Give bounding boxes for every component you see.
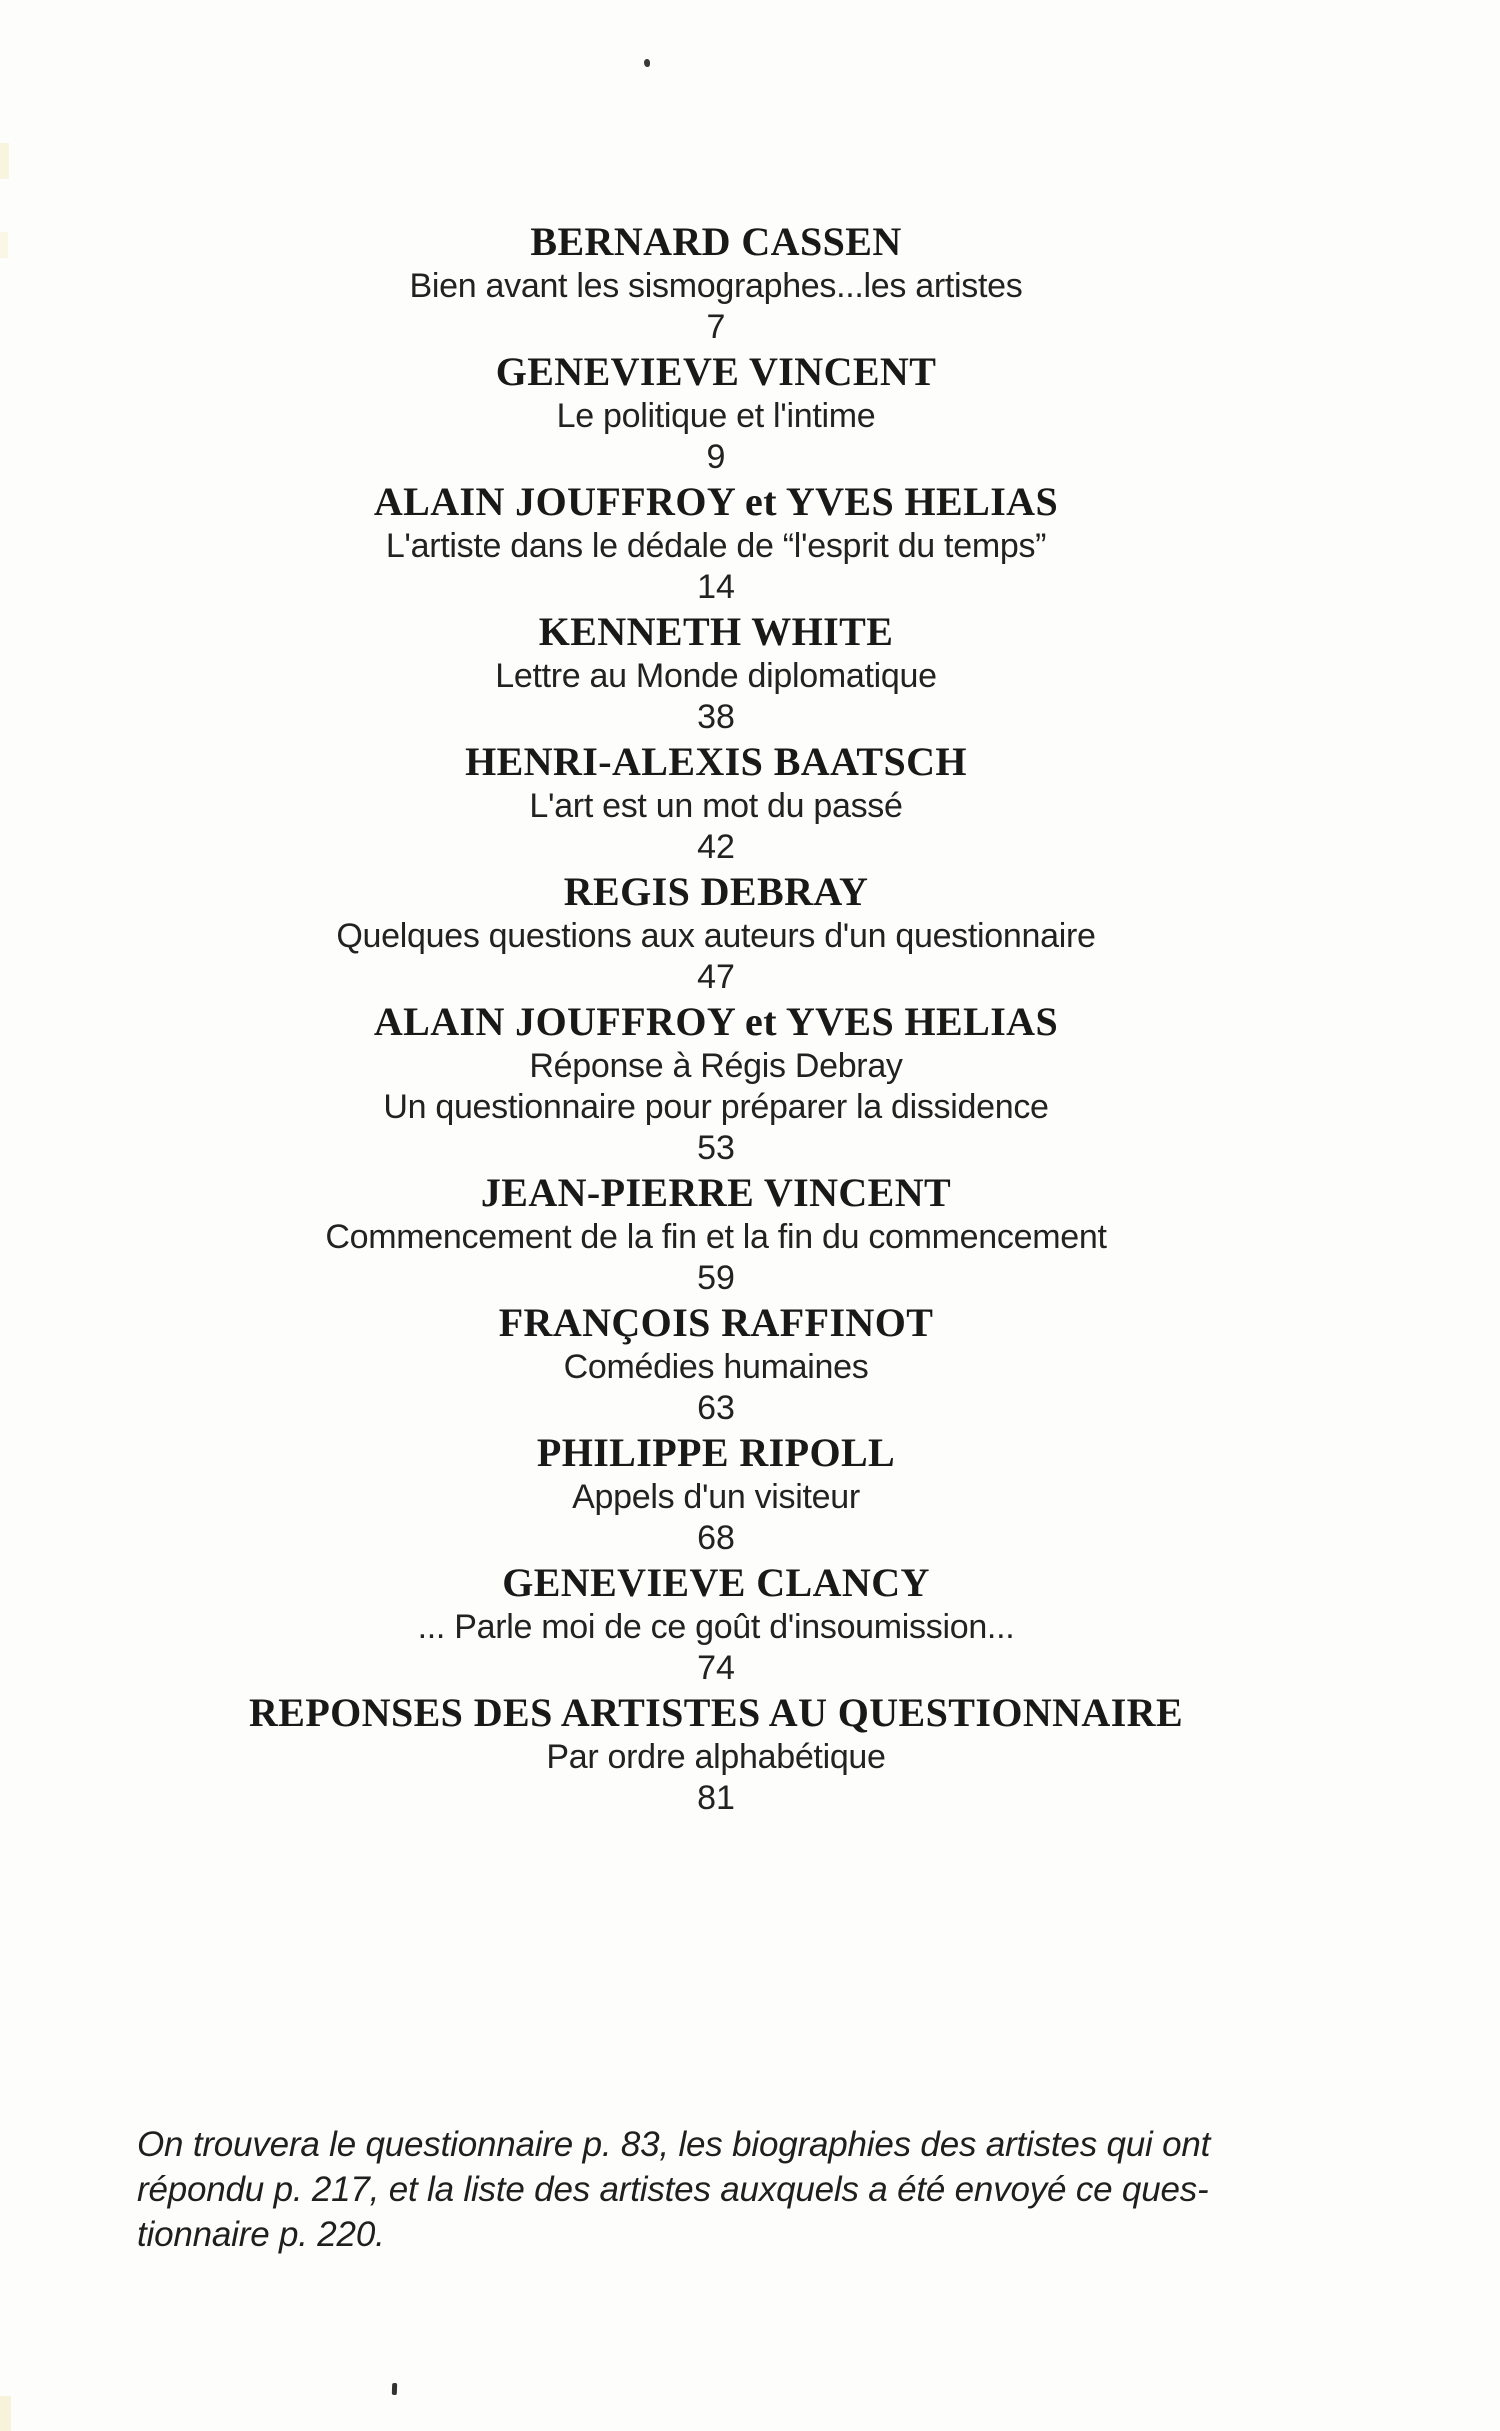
toc-entry — [0, 608, 1432, 738]
scan-edge-smudge — [0, 232, 8, 258]
toc-entry-subtitle: Quelques questions aux auteurs d'un questionnaire — [336, 917, 1096, 955]
toc-entry-subtitle: L'art est un mot du passé — [529, 787, 903, 825]
toc-entry-page-number: 38 — [697, 698, 735, 736]
toc-entry-subtitle: Réponse à Régis Debray — [529, 1047, 903, 1085]
toc-entry — [0, 1689, 1432, 1819]
toc-entry-author: ALAIN JOUFFROY et YVES HELIAS — [373, 479, 1059, 524]
toc-entry-subtitle: Lettre au Monde diplomatique — [495, 657, 937, 695]
toc-entry-author: REPONSES DES ARTISTES AU QUESTIONNAIRE — [248, 1690, 1184, 1735]
toc-entry-subtitle: Commencement de la fin et la fin du commencement — [325, 1218, 1107, 1256]
footnote-line: répondu p. 217, et la liste des artistes auxquels a été envoyé ce ques- — [137, 2170, 1209, 2209]
toc-entry — [0, 1429, 1432, 1559]
toc-entry-subtitle: Bien avant les sismographes...les artistes — [409, 267, 1023, 305]
toc-entry — [0, 1559, 1432, 1689]
toc-entry — [0, 1169, 1432, 1299]
toc-entry-subtitle: Appels d'un visiteur — [572, 1478, 860, 1516]
toc-entry — [0, 218, 1432, 348]
footnote-line: On trouvera le questionnaire p. 83, les biographies des artistes qui ont — [137, 2125, 1211, 2164]
toc-entry-page-number: 42 — [697, 828, 735, 866]
toc-entry-author: ALAIN JOUFFROY et YVES HELIAS — [373, 999, 1059, 1044]
toc-entry-page-number: 68 — [697, 1519, 735, 1557]
toc-entry — [0, 348, 1432, 478]
toc-entry — [0, 868, 1432, 998]
scan-edge-smudge — [0, 2396, 11, 2431]
toc-entry — [0, 998, 1432, 1169]
toc-entry-subtitle: L'artiste dans le dédale de “l'esprit du temps” — [385, 527, 1047, 565]
footnote-line: tionnaire p. 220. — [137, 2215, 385, 2254]
toc-entry-subtitle: Le politique et l'intime — [556, 397, 876, 435]
toc-entry-page-number: 7 — [706, 308, 726, 346]
toc-entry-author: KENNETH WHITE — [538, 609, 894, 654]
toc-entry-author: BERNARD CASSEN — [530, 219, 902, 264]
table-of-contents — [0, 218, 1432, 1819]
toc-entry-subtitle: ... Parle moi de ce goût d'insoumission... — [417, 1608, 1015, 1646]
footnote — [137, 2122, 1437, 2257]
toc-entry-subtitle: Un questionnaire pour préparer la dissidence — [383, 1088, 1049, 1126]
toc-entry-page-number: 9 — [706, 438, 726, 476]
ink-speck-top — [644, 59, 650, 67]
toc-entry-author: PHILIPPE RIPOLL — [536, 1430, 896, 1475]
toc-entry — [0, 478, 1432, 608]
toc-entry-page-number: 81 — [697, 1779, 735, 1817]
scan-edge-smudge — [0, 143, 9, 179]
toc-entry — [0, 738, 1432, 868]
toc-entry-page-number: 53 — [697, 1129, 735, 1167]
ink-speck-bottom — [392, 2383, 397, 2395]
toc-entry-subtitle: Comédies humaines — [563, 1348, 869, 1386]
toc-entry-author: JEAN-PIERRE VINCENT — [480, 1170, 952, 1215]
toc-entry-page-number: 59 — [697, 1259, 735, 1297]
toc-entry-author: FRANÇOIS RAFFINOT — [498, 1300, 934, 1345]
toc-entry-page-number: 63 — [697, 1389, 735, 1427]
toc-entry-author: GENEVIEVE VINCENT — [495, 349, 937, 394]
toc-entry — [0, 1299, 1432, 1429]
toc-entry-author: GENEVIEVE CLANCY — [502, 1560, 930, 1605]
toc-entry-page-number: 47 — [697, 958, 735, 996]
toc-entry-page-number: 74 — [697, 1649, 735, 1687]
toc-entry-author: REGIS DEBRAY — [563, 869, 869, 914]
toc-entry-page-number: 14 — [697, 568, 735, 606]
toc-entry-subtitle: Par ordre alphabétique — [546, 1738, 886, 1776]
toc-entry-author: HENRI-ALEXIS BAATSCH — [465, 739, 967, 784]
